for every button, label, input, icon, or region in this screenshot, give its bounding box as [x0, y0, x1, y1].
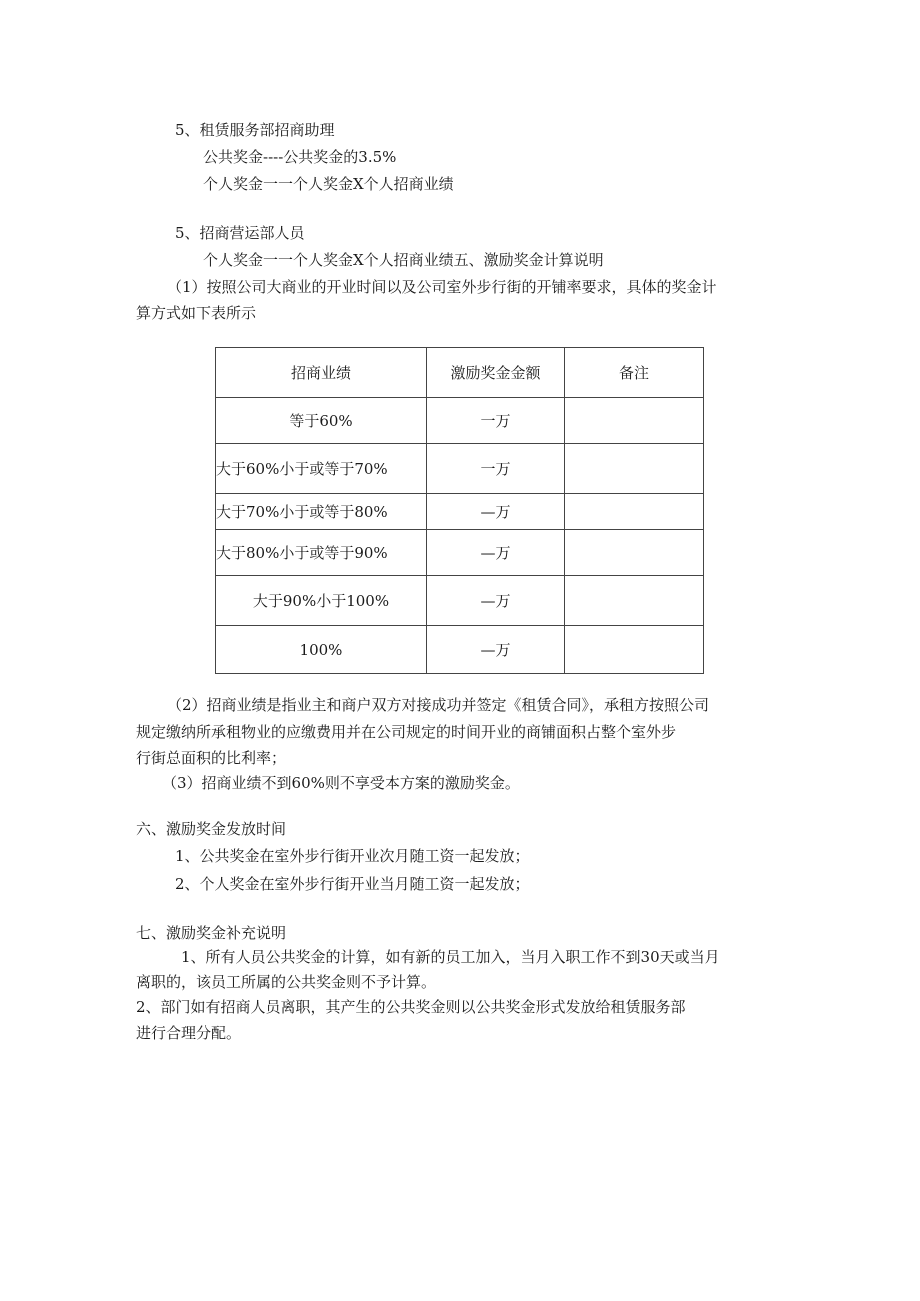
table-row — [216, 576, 704, 626]
table-row — [216, 626, 704, 674]
table-cell — [565, 626, 704, 674]
table-cell — [565, 576, 704, 626]
note-1-line-2: 算方式如下表所示 — [136, 304, 257, 322]
section-5b-heading: 5、招商营运部人员 — [175, 224, 305, 242]
section-6-item-2: 2、个人奖金在室外步行街开业当月随工资一起发放； — [175, 875, 530, 893]
header-cell: 激励奖金金额 — [427, 348, 565, 398]
header-cell: 招商业绩 — [216, 348, 427, 398]
header-cell: 备注 — [565, 348, 704, 398]
table-cell: 等于60% — [216, 398, 427, 444]
table-row — [216, 530, 704, 576]
note-2-line-2: 规定缴纳所承租物业的应缴费用并在公司规定的时间开业的商铺面积占整个室外步 — [136, 723, 677, 741]
table-cell — [565, 530, 704, 576]
note-2-line-3: 行街总面积的比利率； — [136, 749, 287, 767]
table-cell: 大于60%小于或等于70% — [216, 444, 427, 494]
table-cell: 一万 — [427, 398, 565, 444]
section-5b-line: 个人奖金一一个人奖金X个人招商业绩五、激励奖金计算说明 — [203, 251, 604, 269]
table-cell: —万 — [427, 494, 565, 530]
personal-bonus-line: 个人奖金一一个人奖金X个人招商业绩 — [203, 175, 454, 193]
section-5a-heading: 5、租赁服务部招商助理 — [175, 121, 335, 139]
table-row — [216, 398, 704, 444]
section-7-heading: 七、激励奖金补充说明 — [136, 924, 287, 942]
public-bonus-line: 公共奖金----公共奖金的3.5% — [203, 148, 397, 166]
note-1-line-1: （1）按照公司大商业的开业时间以及公司室外步行街的开铺率要求，具体的奖金计 — [167, 278, 717, 296]
note-2-line-1: （2）招商业绩是指业主和商户双方对接成功并签定《租赁合同》，承租方按照公司 — [167, 696, 710, 714]
table-cell — [565, 444, 704, 494]
bonus-table — [215, 347, 704, 674]
table-cell: 大于70%小于或等于80% — [216, 494, 427, 530]
table-cell: 一万 — [427, 444, 565, 494]
section-6-heading: 六、激励奖金发放时间 — [136, 820, 287, 838]
table-cell — [565, 494, 704, 530]
table-cell: —万 — [427, 626, 565, 674]
table-cell: —万 — [427, 530, 565, 576]
note-3: （3）招商业绩不到60%则不享受本方案的激励奖金。 — [162, 774, 520, 792]
section-7-item-1-line-1: 1、所有人员公共奖金的计算，如有新的员工加入，当月入职工作不到30天或当月 — [181, 948, 720, 966]
section-7-item-1-line-2: 离职的，该员工所属的公共奖金则不予计算。 — [136, 973, 437, 991]
table-cell — [565, 398, 704, 444]
table-cell: 大于80%小于或等于90% — [216, 530, 427, 576]
section-7-item-2-line-2: 进行合理分配。 — [136, 1024, 242, 1042]
table-header-row — [216, 348, 704, 398]
table-row — [216, 444, 704, 494]
table-cell: 大于90%小于100% — [216, 576, 427, 626]
table-cell: —万 — [427, 576, 565, 626]
table-cell: 100% — [216, 626, 427, 674]
section-7-item-2-line-1: 2、部门如有招商人员离职，其产生的公共奖金则以公共奖金形式发放给租赁服务部 — [136, 998, 686, 1016]
section-6-item-1: 1、公共奖金在室外步行街开业次月随工资一起发放； — [175, 847, 530, 865]
table-row — [216, 494, 704, 530]
